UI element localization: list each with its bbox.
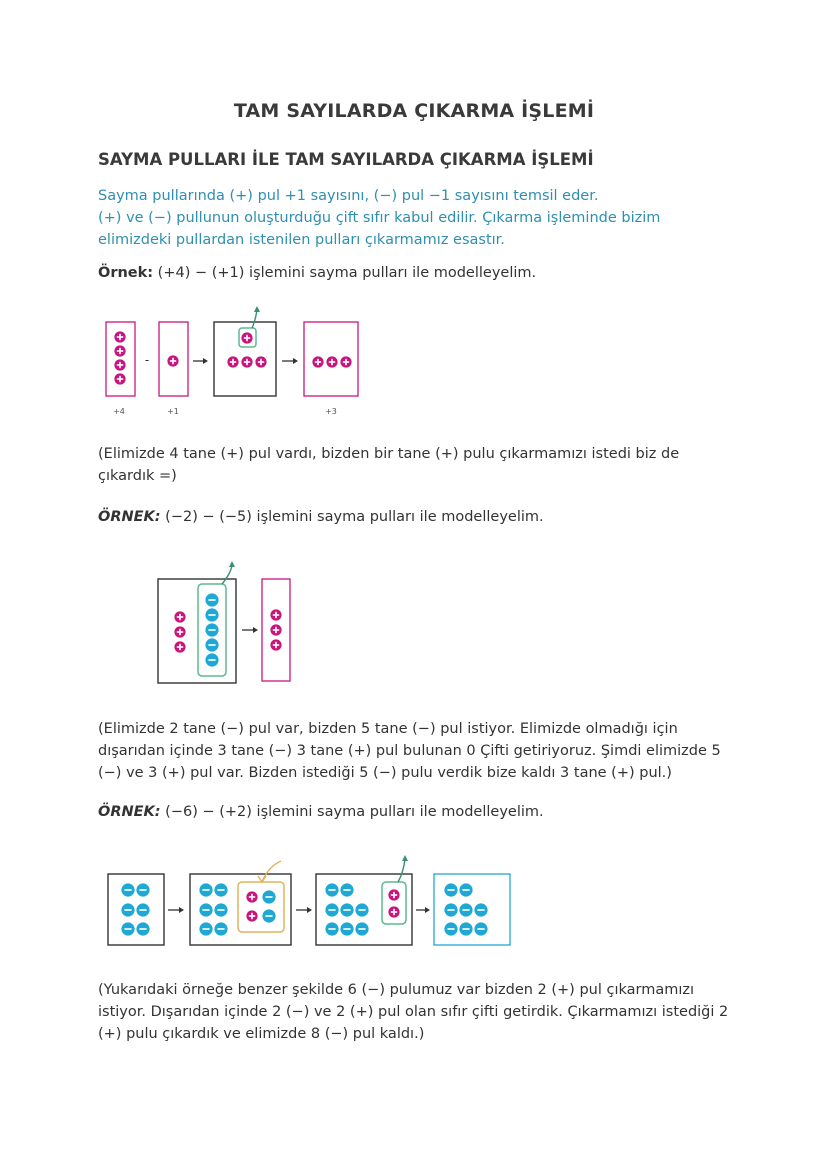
- explanation-line: (Elimizde 2 tane (−) pul var, bizden 5 tane (−) pul istiyor. Elimizde olmadığı için: [98, 721, 678, 737]
- example1-label: Örnek:: [98, 265, 154, 281]
- negative-chip-icon: [214, 883, 227, 896]
- explanation-line: istiyor. Dışarıdan içinde 2 (−) ve 2 (+) pul olan sıfır çifti getirdik. Çıkarmamızı istediği 2: [98, 1004, 729, 1020]
- negative-chip-icon: [121, 922, 134, 935]
- removal-arrow: [398, 859, 405, 882]
- negative-chip-icon: [136, 883, 149, 896]
- intro-line: Sayma pullarında (+) pul +1 sayısını, (−) pul −1 sayısını temsil eder.: [98, 188, 599, 204]
- negative-chip-icon: [459, 922, 472, 935]
- positive-chip-icon: [246, 910, 257, 921]
- negative-chip-icon: [444, 903, 457, 916]
- removal-arrow-head: [402, 855, 408, 861]
- explanation-line: (+) pulu çıkardık ve elimizde 8 (−) pul kaldı.): [98, 1026, 425, 1042]
- negative-chip-icon: [444, 883, 457, 896]
- section-subtitle: SAYMA PULLARI İLE TAM SAYILARDA ÇIKARMA İŞLEMİ: [98, 150, 594, 169]
- zero-pair-arrow-head: [258, 876, 266, 882]
- negative-chip-icon: [340, 903, 353, 916]
- step-arrow-icon: [296, 907, 312, 913]
- positive-chip-icon: [246, 891, 257, 902]
- negative-chip-icon: [121, 903, 134, 916]
- negative-chip-icon: [121, 883, 134, 896]
- negative-chip-icon: [459, 903, 472, 916]
- negative-chip-icon: [199, 922, 212, 935]
- example2-text: (−2) − (−5) işlemini sayma pulları ile modelleyelim.: [160, 509, 544, 525]
- negative-chip-icon: [214, 903, 227, 916]
- negative-chip-icon: [355, 922, 368, 935]
- explanation-line: (Yukarıdaki örneğe benzer şekilde 6 (−) pulumuz var bizden 2 (+) pul çıkarmamızı: [98, 982, 695, 998]
- positive-chip-icon: [388, 906, 399, 917]
- example2-label: ÖRNEK:: [98, 509, 161, 525]
- negative-chip-icon: [325, 883, 338, 896]
- negative-chip-icon: [325, 922, 338, 935]
- figure-label: +3: [325, 407, 337, 416]
- positive-chip-icon: [388, 889, 399, 900]
- negative-chip-icon: [444, 922, 457, 935]
- negative-chip-icon: [136, 903, 149, 916]
- negative-chip-icon: [340, 883, 353, 896]
- explanation-line: çıkardık =): [98, 468, 177, 484]
- page-title: TAM SAYILARDA ÇIKARMA İŞLEMİ: [233, 100, 595, 122]
- negative-chip-icon: [199, 883, 212, 896]
- intro-line: elimizdeki pullardan istenilen pulları çıkarmamız esastır.: [98, 232, 505, 248]
- negative-chip-icon: [325, 903, 338, 916]
- negative-chip-icon: [474, 903, 487, 916]
- example3-label: ÖRNEK:: [98, 804, 161, 820]
- zero-pair-frame: [238, 882, 284, 932]
- minus-sign: -: [144, 353, 150, 367]
- explanation-line: dışarıdan içinde 3 tane (−) 3 tane (+) pul bulunan 0 Çifti getiriyoruz. Şimdi elimizde 5: [98, 743, 721, 759]
- step-arrow-icon: [416, 907, 430, 913]
- figure-label: +4: [113, 407, 125, 416]
- box-start: [108, 874, 164, 945]
- negative-chip-icon: [199, 903, 212, 916]
- explanation-line: (−) ve 3 (+) pul var. Bizden istediği 5 (−) pulu verdik bize kaldı 3 tane (+) pul.): [98, 765, 672, 781]
- negative-chip-icon: [262, 909, 275, 922]
- example3-text: (−6) − (+2) işlemini sayma pulları ile modelleyelim.: [160, 804, 544, 820]
- explanation-line: (Elimizde 4 tane (+) pul vardı, bizden bir tane (+) pulu çıkarmamızı istedi biz de: [98, 446, 680, 462]
- negative-chip-icon: [355, 903, 368, 916]
- step-arrow-icon: [168, 907, 184, 913]
- negative-chip-icon: [459, 883, 472, 896]
- negative-chip-icon: [262, 890, 275, 903]
- negative-chip-icon: [136, 922, 149, 935]
- intro-line: (+) ve (−) pullunun oluşturduğu çift sıfır kabul edilir. Çıkarma işleminde bizim: [98, 210, 661, 226]
- negative-chip-icon: [340, 922, 353, 935]
- example1-text: (+4) − (+1) işlemini sayma pulları ile modelleyelim.: [153, 265, 537, 281]
- negative-chip-icon: [214, 922, 227, 935]
- figure-label: +1: [167, 407, 179, 416]
- removed-chip-frame: [382, 882, 406, 924]
- example3-explanation: [98, 979, 748, 1045]
- negative-chip-icon: [474, 922, 487, 935]
